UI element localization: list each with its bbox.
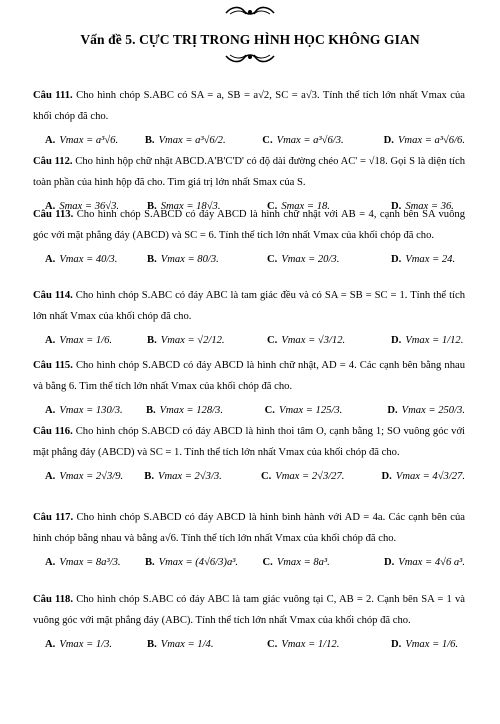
page-title: Vấn đề 5. CỰC TRỊ TRONG HÌNH HỌC KHÔNG GIAN: [80, 32, 420, 47]
question-number: Câu 115.: [33, 360, 73, 371]
question-text: Cho hình chóp S.ABCD có đáy ABCD là hình chữ nhật, AD = 4. Các cạnh bên bằng nhau và bằng 6. Tìm thể tích lớn nhất Vmax của khối chóp đã cho.: [33, 360, 465, 392]
option-b: B. Vmax = 80/3.: [147, 253, 219, 265]
option-a: A. Vmax = a³√6.: [45, 134, 119, 146]
question-stem: [33, 205, 465, 246]
answer-options: [33, 399, 465, 421]
question-118: [33, 590, 465, 655]
question-number: Câu 111.: [33, 90, 73, 101]
question-114: [33, 286, 465, 351]
question-number: Câu 118.: [33, 594, 73, 605]
question-text: Cho hình chóp S.ABC có SA = a, SB = a√2, SC = a√3. Tính thể tích lớn nhất Vmax của khối chóp đã cho.: [33, 90, 465, 122]
option-c: C. Vmax = 2√3/27.: [260, 470, 345, 482]
question-text: Cho hình chóp S.ABCD có đáy ABCD là hình bình hành với AD = 4a. Các cạnh bên của hình chóp bằng nhau và bằng a√6. Tính thể tích lớn nhất Vmax của khối chóp đã cho.: [33, 512, 465, 544]
option-d: D. Smax = 36.: [391, 200, 454, 212]
option-d: D. Vmax = a³√6/6.: [383, 134, 465, 146]
option-d: D. Vmax = 24.: [391, 253, 456, 265]
option-d: D. Vmax = 4√3/27.: [381, 470, 466, 482]
question-number: Câu 117.: [33, 512, 74, 523]
question-number: Câu 114.: [33, 290, 73, 301]
question-stem: [33, 86, 465, 127]
ornament-bottom-icon: [222, 50, 278, 64]
question-113: [33, 205, 465, 270]
question-text: Cho hình hộp chữ nhật ABCD.A'B'C'D' có độ dài đường chéo AC' = √18. Gọi S là diện tích toàn phần của hình hộp đã cho. Tìm giá trị lớn nhất Smax của S.: [33, 156, 465, 188]
option-c: C. Smax = 18.: [267, 200, 330, 212]
option-c: C. Vmax = √3/12.: [267, 334, 346, 346]
question-stem: [33, 356, 465, 397]
option-b: B. Vmax = √2/12.: [147, 334, 225, 346]
question-text: Cho hình chóp S.ABCD có đáy ABCD là hình chữ nhật với AB = 4, cạnh bên SA vuông góc với mặt phẳng đáy (ABCD) và SC = 6. Tính thể tích lớn nhất Vmax của khối chóp đã cho.: [33, 209, 465, 241]
option-a: A. Vmax = 8a³/3.: [45, 556, 121, 568]
question-number: Câu 112.: [33, 156, 73, 167]
question-stem: [33, 508, 465, 549]
option-a: A. Vmax = 130/3.: [45, 404, 123, 416]
option-c: C. Vmax = a³√6/3.: [262, 134, 344, 146]
option-c: C. Vmax = 20/3.: [267, 253, 340, 265]
option-b: B. Vmax = 2√3/3.: [144, 470, 222, 482]
option-a: A. Vmax = 1/6.: [45, 334, 113, 346]
option-b: B. Vmax = 1/4.: [147, 638, 214, 650]
option-d: D. Vmax = 250/3.: [387, 404, 465, 416]
question-text: Cho hình chóp S.ABC có đáy ABC là tam giác vuông tại C, AB = 2. Cạnh bên SA = 1 và vuông góc với mặt phẳng đáy (ABC). Tính thể tích lớn nhất Vmax của khối chóp đã cho.: [33, 594, 465, 626]
question-text: Cho hình chóp S.ABC có đáy ABC là tam giác đều và có SA = SB = SC = 1. Tính thể tích lớn nhất Vmax của khối chóp đã cho.: [33, 290, 465, 322]
option-d: D. Vmax = 4√6 a³.: [383, 556, 466, 568]
question-stem: [33, 286, 465, 327]
option-a: A. Smax = 36√3.: [45, 200, 120, 212]
answer-options: [33, 248, 465, 270]
option-a: A. Vmax = 1/3.: [45, 638, 113, 650]
option-b: B. Vmax = a³√6/2.: [144, 134, 226, 146]
option-b: B. Smax = 18√3.: [147, 200, 221, 212]
question-stem: [33, 422, 465, 463]
answer-options: [33, 551, 465, 573]
option-c: C. Vmax = 1/12.: [267, 638, 340, 650]
question-number: Câu 113.: [33, 209, 74, 220]
answer-options: [33, 465, 465, 487]
question-115: [33, 356, 465, 421]
option-c: C. Vmax = 125/3.: [264, 404, 343, 416]
option-b: B. Vmax = (4√6/3)a³.: [144, 556, 239, 568]
answer-options: [33, 129, 465, 151]
answer-options: [33, 329, 465, 351]
question-number: Câu 116.: [33, 426, 73, 437]
option-b: B. Vmax = 128/3.: [145, 404, 224, 416]
option-a: A. Vmax = 40/3.: [45, 253, 118, 265]
question-stem: [33, 590, 465, 631]
ornament-top-icon: [222, 5, 278, 19]
option-c: C. Vmax = 8a³.: [262, 556, 330, 568]
question-111: [33, 86, 465, 151]
question-stem: [33, 152, 465, 193]
question-text: Cho hình chóp S.ABCD có đáy ABCD là hình thoi tâm O, cạnh bằng 1; SO vuông góc với mặt phẳng đáy (ABCD) và SC = 1. Tính thể tích lớn nhất Vmax của khối chóp đã cho.: [33, 426, 466, 458]
option-d: D. Vmax = 1/12.: [391, 334, 464, 346]
question-116: [33, 422, 465, 487]
option-d: D. Vmax = 1/6.: [391, 638, 459, 650]
answer-options: [33, 633, 465, 655]
option-a: A. Vmax = 2√3/9.: [45, 470, 124, 482]
question-117: [33, 508, 465, 573]
